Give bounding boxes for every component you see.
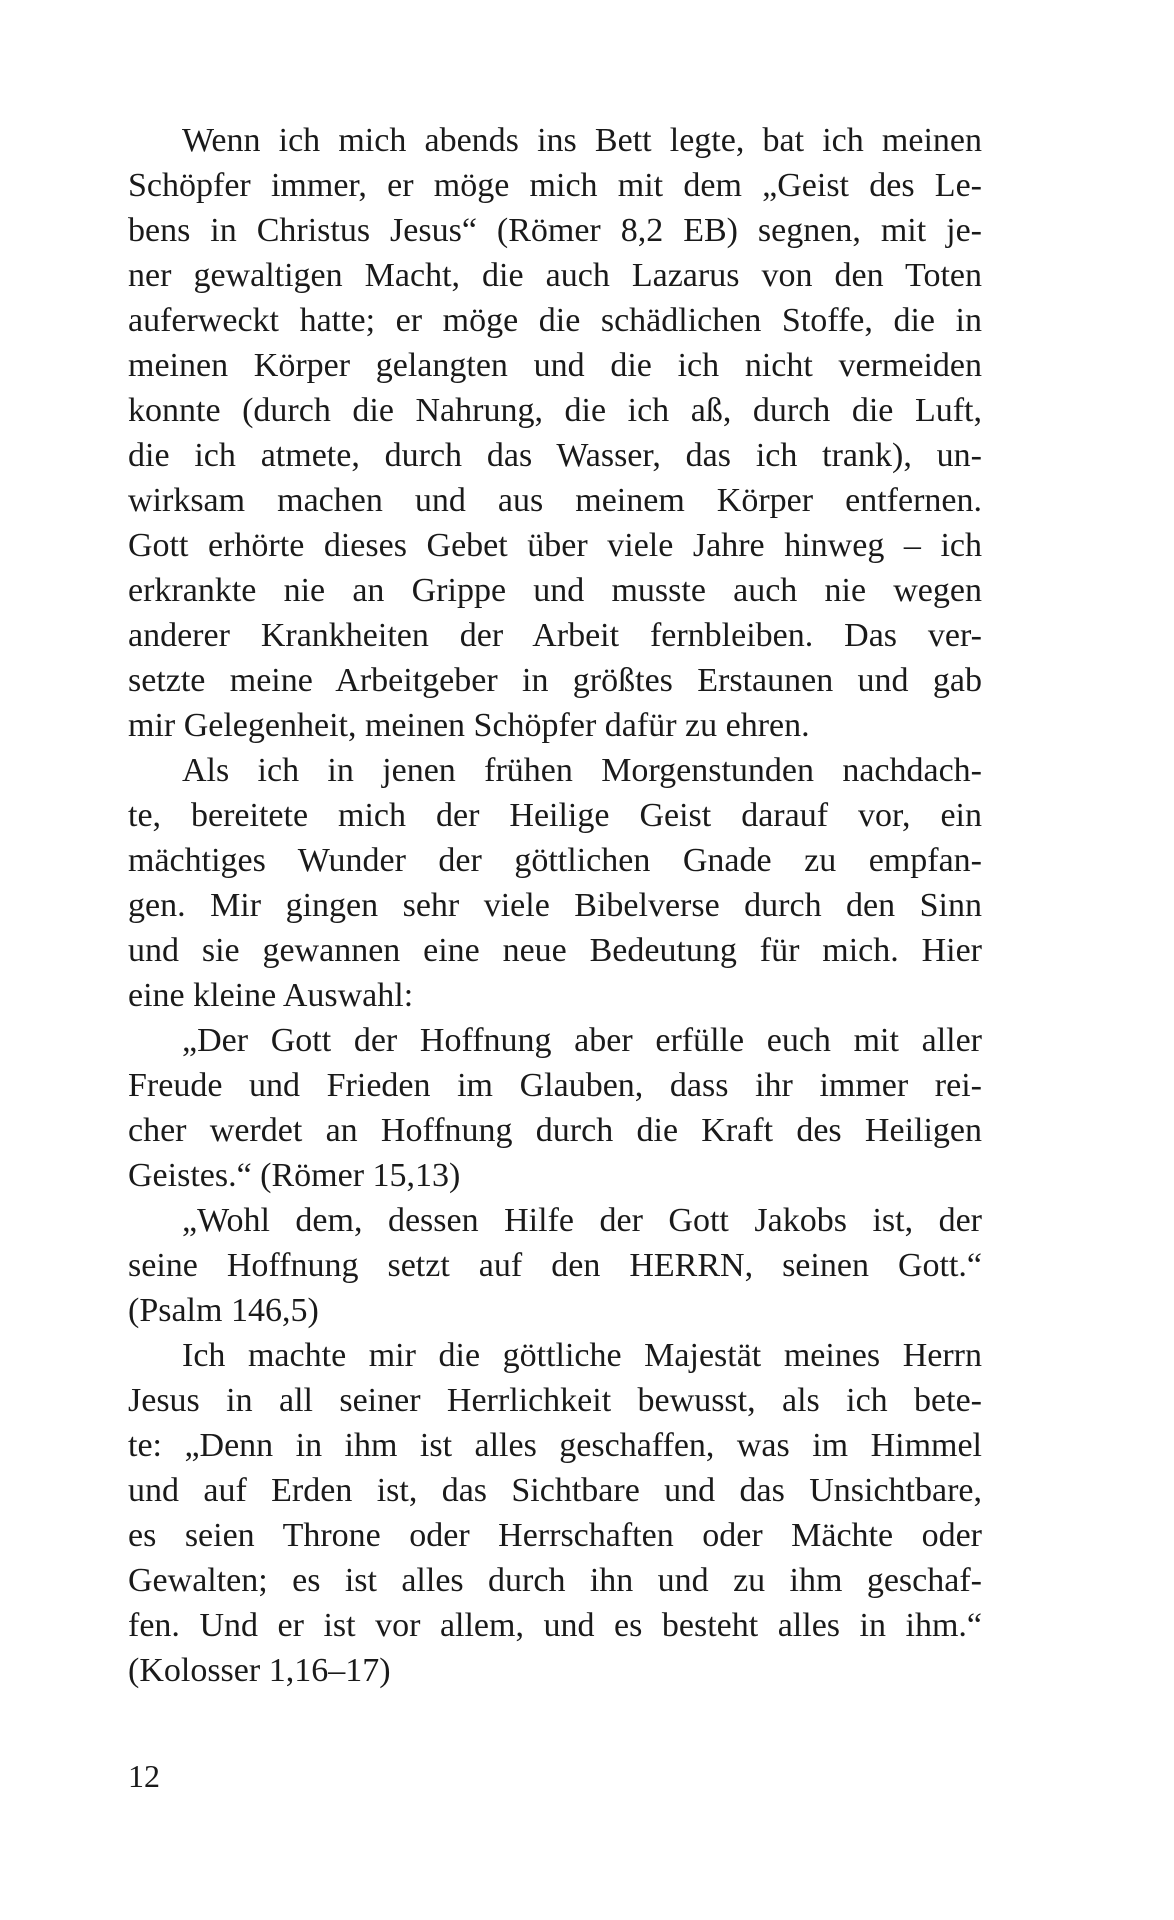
text-line: wirksam machen und aus meinem Körper entfernen. (128, 482, 982, 519)
text-line: mächtiges Wunder der göttlichen Gnade zu empfan- (128, 842, 982, 879)
text-line: (Psalm 146,5) (128, 1292, 319, 1329)
text-line: Geistes.“ (Römer 15,13) (128, 1157, 461, 1194)
text-line: seine Hoffnung setzt auf den HERRN, seinen Gott.“ (128, 1247, 982, 1284)
paragraph-2 (128, 748, 982, 1018)
text-line: gen. Mir gingen sehr viele Bibelverse durch den Sinn (128, 887, 982, 924)
text-line: bens in Christus Jesus“ (Römer 8,2 EB) segnen, mit je- (128, 212, 982, 249)
quote-romans (128, 1018, 982, 1198)
text-line: cher werdet an Hoffnung durch die Kraft des Heiligen (128, 1112, 982, 1149)
text-line: erkrankte nie an Grippe und musste auch nie wegen (128, 572, 982, 609)
text-line: Gott erhörte dieses Gebet über viele Jahre hinweg – ich (128, 527, 982, 564)
text-line: Ich machte mir die göttliche Majestät meines Herrn (182, 1337, 982, 1374)
page-number: 12 (128, 1758, 160, 1794)
text-line: Jesus in all seiner Herrlichkeit bewusst, als ich bete- (128, 1382, 982, 1419)
text-line: Gewalten; es ist alles durch ihn und zu ihm geschaf- (128, 1562, 982, 1599)
paragraph-1 (128, 118, 982, 748)
text-line: konnte (durch die Nahrung, die ich aß, durch die Luft, (128, 392, 982, 429)
text-line: meinen Körper gelangten und die ich nicht vermeiden (128, 347, 982, 384)
text-line: und sie gewannen eine neue Bedeutung für mich. Hier (128, 932, 982, 969)
text-line: setzte meine Arbeitgeber in größtes Erstaunen und gab (128, 662, 982, 699)
text-line: mir Gelegenheit, meinen Schöpfer dafür zu ehren. (128, 707, 810, 744)
text-line: eine kleine Auswahl: (128, 977, 414, 1014)
text-line: Als ich in jenen frühen Morgenstunden nachdach- (182, 752, 982, 789)
text-line: die ich atmete, durch das Wasser, das ich trank), un- (128, 437, 982, 474)
text-line: Wenn ich mich abends ins Bett legte, bat ich meinen (182, 122, 982, 159)
text-line: fen. Und er ist vor allem, und es besteht alles in ihm.“ (128, 1607, 982, 1644)
text-line: Schöpfer immer, er möge mich mit dem „Geist des Le- (128, 167, 982, 204)
text-line: „Der Gott der Hoffnung aber erfülle euch mit aller (182, 1022, 982, 1059)
quote-psalm (128, 1198, 982, 1333)
text-line: anderer Krankheiten der Arbeit fernbleiben. Das ver- (128, 617, 982, 654)
text-line: es seien Throne oder Herrschaften oder Mächte oder (128, 1517, 982, 1554)
paragraph-colossians (128, 1333, 982, 1693)
text-line: te, bereitete mich der Heilige Geist darauf vor, ein (128, 797, 982, 834)
text-line: te: „Denn in ihm ist alles geschaffen, was im Himmel (128, 1427, 982, 1464)
text-line: und auf Erden ist, das Sichtbare und das Unsichtbare, (128, 1472, 982, 1509)
text-line: ner gewaltigen Macht, die auch Lazarus von den Toten (128, 257, 982, 294)
page-body (128, 118, 982, 1693)
text-line: auferweckt hatte; er möge die schädlichen Stoffe, die in (128, 302, 982, 339)
text-line: Freude und Frieden im Glauben, dass ihr immer rei- (128, 1067, 982, 1104)
text-line: „Wohl dem, dessen Hilfe der Gott Jakobs ist, der (182, 1202, 982, 1239)
text-line: (Kolosser 1,16–17) (128, 1652, 391, 1689)
